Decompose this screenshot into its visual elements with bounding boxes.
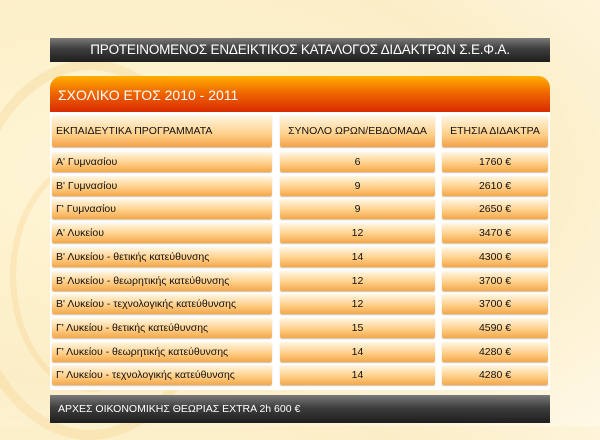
table-cell-fee: 4300 € xyxy=(442,247,548,267)
table-cell-fee: 1760 € xyxy=(442,152,548,172)
table-cell-hours: 12 xyxy=(280,271,435,291)
table-cell-hours: 9 xyxy=(280,176,435,196)
table-cell-fee: 2610 € xyxy=(442,176,548,196)
table-cell-fee: 4280 € xyxy=(442,342,548,362)
column-header-program: ΕΚΠΑΙΔΕΥΤΙΚΑ ΠΡΟΓΡΑΜΜΑΤΑ xyxy=(52,115,272,147)
table-cell-hours: 14 xyxy=(280,342,435,362)
table-cell-fee: 3700 € xyxy=(442,294,548,314)
table-cell-program: Γ' Γυμνασίου xyxy=(52,199,272,219)
column-header-fee: ΕΤΗΣΙΑ ΔΙΔΑΚΤΡΑ xyxy=(442,115,548,147)
table-cell-hours: 14 xyxy=(280,247,435,267)
table-cell-hours: 12 xyxy=(280,294,435,314)
table-cell-program: Γ' Λυκείου - τεχνολογικής κατεύθυνσης xyxy=(52,365,272,385)
table-cell-hours: 12 xyxy=(280,223,435,243)
table-cell-program: Α' Λυκείου xyxy=(52,223,272,243)
table-cell-fee: 3470 € xyxy=(442,223,548,243)
table-cell-program: Α' Γυμνασίου xyxy=(52,152,272,172)
table-cell-hours: 15 xyxy=(280,318,435,338)
table-cell-hours: 14 xyxy=(280,365,435,385)
table-cell-program: Β' Γυμνασίου xyxy=(52,176,272,196)
table-cell-fee: 4280 € xyxy=(442,365,548,385)
table-cell-program: Γ' Λυκείου - θετικής κατεύθυνσης xyxy=(52,318,272,338)
table-cell-program: Γ' Λυκείου - θεωρητικής κατεύθυνσης xyxy=(52,342,272,362)
table-cell-fee: 4590 € xyxy=(442,318,548,338)
table-cell-hours: 9 xyxy=(280,199,435,219)
school-year-banner: ΣΧΟΛΙΚΟ ΕΤΟΣ 2010 - 2011 xyxy=(50,76,550,112)
page-title: ΠΡΟΤΕΙΝΟΜΕΝΟΣ ΕΝΔΕΙΚΤΙΚΟΣ ΚΑΤΑΛΟΓΟΣ ΔΙΔΑΚΤΡΩΝ Σ.Ε.Φ.Α. xyxy=(50,38,550,62)
table-cell-fee: 3700 € xyxy=(442,271,548,291)
table-cell-program: Β' Λυκείου - τεχνολογικής κατεύθυνσης xyxy=(52,294,272,314)
column-header-hours: ΣΥΝΟΛΟ ΩΡΩΝ/ΕΒΔΟΜΑΔΑ xyxy=(280,115,435,147)
table-cell-program: Β' Λυκείου - θετικής κατεύθυνσης xyxy=(52,247,272,267)
extra-course-note: ΑΡΧΕΣ ΟΙΚΟΝΟΜΙΚΗΣ ΘΕΩΡΙΑΣ EXTRA 2h 600 € xyxy=(50,395,550,423)
table-cell-program: Β' Λυκείου - θεωρητικής κατεύθυνσης xyxy=(52,271,272,291)
fees-table xyxy=(50,112,550,390)
table-cell-fee: 2650 € xyxy=(442,199,548,219)
table-cell-hours: 6 xyxy=(280,152,435,172)
